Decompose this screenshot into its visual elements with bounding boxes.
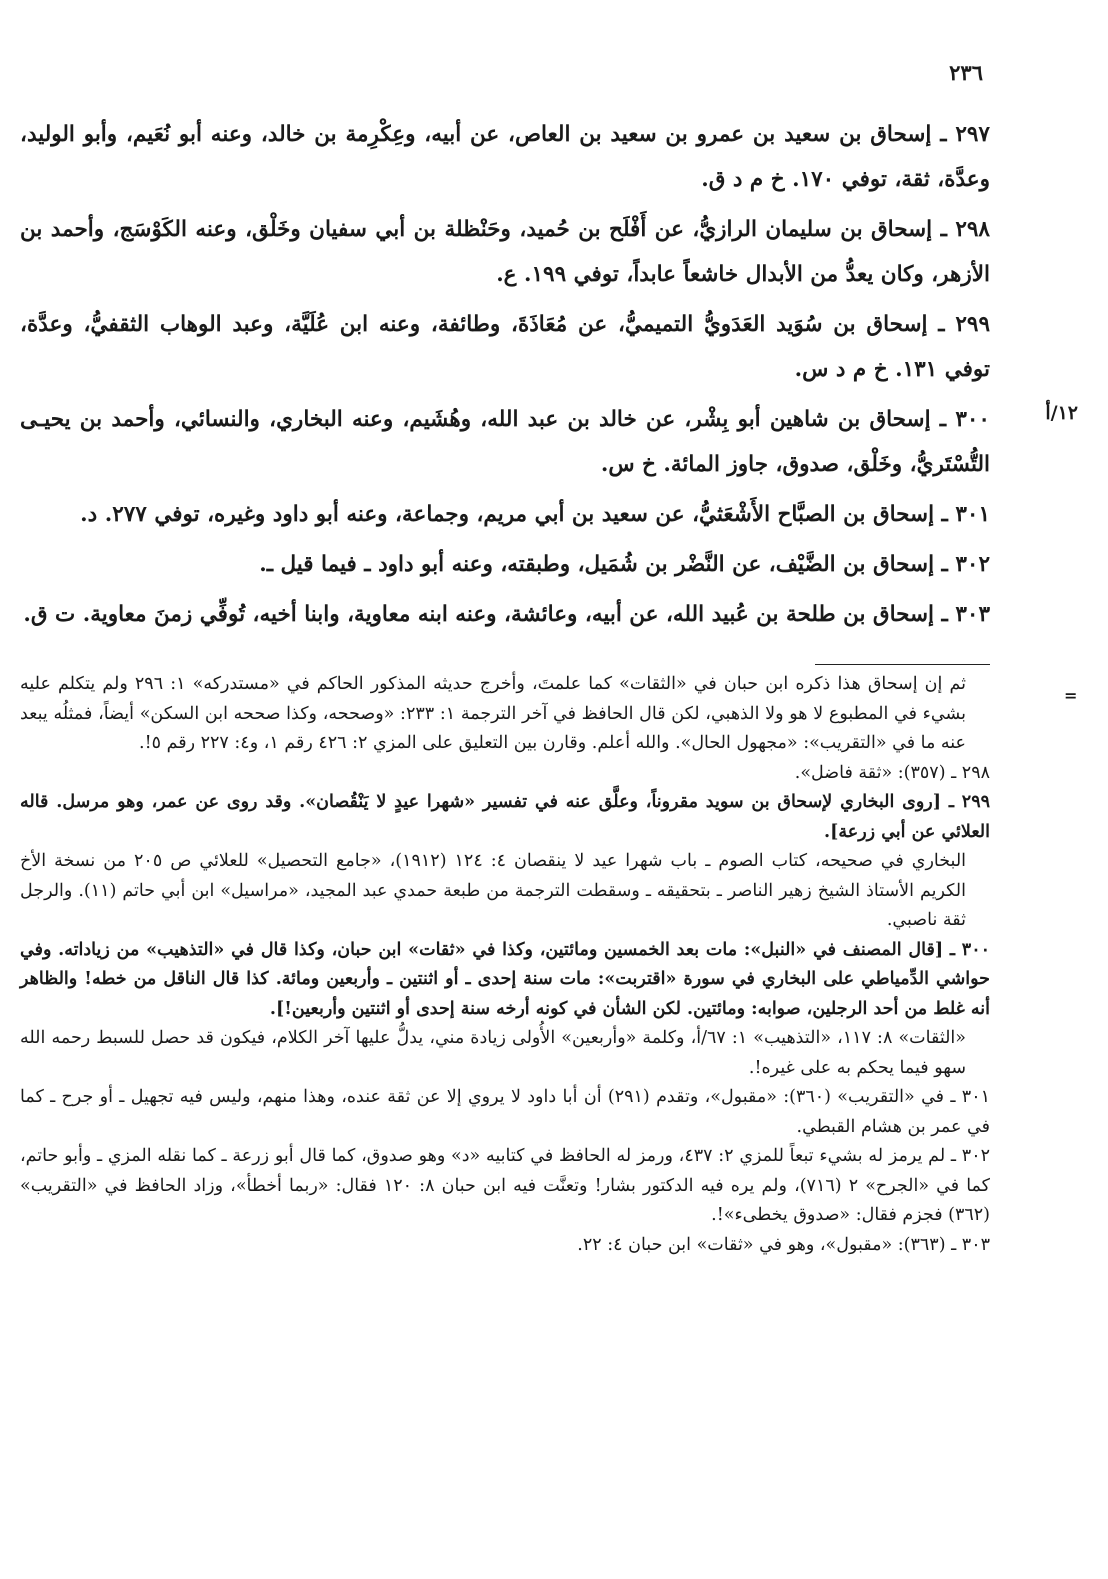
- footnote-continuation: ثم إن إسحاق هذا ذكره ابن حبان في «الثقات» كما علمتَ، وأخرج حديثه المذكور الحاكم في «مستدركه» ١: ٢٩٦ ولم يتكلم عليه بشيء في المطبوع لا هو ولا الذهبي، لكن قال الحافظ في آخر الترجمة ١: ٢٣٣: «وصححه، وكذا صححه ابن السكن» أيضاً، فمثلُه يبعد عنه ما في «التقريب»: «مجهول الحال». والله أعلم. وقارن بين التعليق على المزي ٢: ٤٢٦ رقم ١، و٤: ٢٢٧ رقم ٥!.: [20, 674, 966, 753]
- footnote-continuation-mark: =: [1064, 686, 1078, 705]
- footnote-299-comment: البخاري في صحيحه، كتاب الصوم ـ باب شهرا عيد لا ينقصان ٤: ١٢٤ (١٩١٢)، «جامع التحصيل» للعلائي ص ٢٠٥ من نسخة الأخ الكريم الأستاذ الشيخ زهير الناصر ـ بتحقيقه ـ وسقطت الترجمة من طبعة حمدي عبد المجيد، «مراسيل» ابن أبي حاتم (١١). والرجل ثقة ناصبي.: [20, 851, 967, 930]
- entry-text: إسحاق بن سعيد بن عمرو بن سعيد بن العاص، عن أبيه، وعِكْرِمة بن خالد، وعنه أبو نُعَيم، وأبو الوليد، وعدَّة، ثقة، توفي ١٧٠. خ م د ق.: [20, 122, 990, 192]
- margin-folio-note: ١٢/أ: [1045, 402, 1078, 424]
- footnote-298: ٢٩٨ ـ (٣٥٧): «ثقة فاضل».: [794, 762, 990, 783]
- entry-303: [20, 592, 990, 637]
- entry-298: [20, 207, 990, 297]
- entry-text: إسحاق بن الصبَّاح الأَشْعَثيُّ، عن سعيد بن أبي مريم، وجماعة، وعنه أبو داود وغيره، توفي ٢٧٧. د.: [80, 502, 935, 527]
- entry-number: ٣٠١ ـ: [941, 502, 990, 527]
- footnote-302: ٣٠٢ ـ لم يرمز له بشيء تبعاً للمزي ٢: ٤٣٧، ورمز له الحافظ في كتابيه «د» وهو صدوق، كما قال أبو زرعة ـ كما نقله المزي ـ وأبو حاتم، كما في «الجرح» ٢ (٧١٦)، ولم يره فيه الدكتور بشار! وتعنَّت فيه ابن حبان ٨: ١٢٠ فقال: «ربما أخطأ»، وزاد الحافظ في «التقريب» (٣٦٢) فجزم فقال: «صدوق يخطىء»!.: [20, 1146, 990, 1225]
- entry-number: ٣٠٢ ـ: [941, 552, 990, 577]
- footnote-300-quote: ٣٠٠ ـ [قال المصنف في «النبل»: مات بعد الخمسين ومائتين، وكذا في «ثقات» ابن حبان، وكذا قال في «التذهيب» من زياداته. وفي حواشي الدِّمياطي على البخاري في سورة «اقتربت»: مات سنة إحدى ـ أو اثنتين ـ وأربعين ومائة. كذا قال الناقل من خطه! والظاهر أنه غلط من أحد الرجلين، صوابه: ومائتين. لكن الشأن في كونه أرخه سنة إحدى أو اثنتين وأربعين!].: [20, 939, 990, 1019]
- footnote-303: ٣٠٣ ـ (٣٦٣): «مقبول»، وهو في «ثقات» ابن حبان ٤: ٢٢.: [577, 1234, 990, 1255]
- entry-302: [20, 542, 990, 587]
- entry-297: [20, 112, 990, 202]
- footnote-299-quote: ٢٩٩ ـ [روى البخاري لإسحاق بن سويد مقروناً، وعلَّق عنه في تفسير «شهرا عيدٍ لا يَنْقُصان». وقد روى عن عمر، وهو مرسل. قاله العلائي عن أبي زرعة].: [20, 792, 990, 842]
- footnote-divider: [815, 664, 990, 665]
- footnote-300-comment: «الثقات» ٨: ١١٧، «التذهيب» ١: ٦٧/أ، وكلمة «وأربعين» الأُولى زيادة مني، يدلُّ عليها آخر الكلام، فيكون قد حصل للسبط رحمه الله سهو فيما يحكم به على غيره!.: [20, 1028, 966, 1078]
- page-number: ٢٣٦: [949, 60, 983, 85]
- entry-number: ٢٩٧ ـ: [940, 122, 990, 147]
- footnotes: [20, 670, 990, 1260]
- entry-number: ٢٩٨ ـ: [940, 217, 990, 242]
- entry-300: [20, 397, 990, 487]
- entry-text: إسحاق بن سليمان الرازيُّ، عن أَفْلَح بن حُميد، وحَنْظلة بن أبي سفيان وخَلْق، وعنه الكَوْسَج، وأحمد بن الأزهر، وكان يعدُّ من الأبدال خاشعاً عابداً، توفي ١٩٩. ع.: [20, 217, 990, 287]
- entry-number: ٢٩٩ ـ: [938, 312, 990, 337]
- entry-text: إسحاق بن شاهين أبو بِشْر، عن خالد بن عبد الله، وهُشَيم، وعنه البخاري، والنسائي، وأحمد بن يحيـى التُّسْتَريُّ، وخَلْق، صدوق، جاوز المائة. خ س.: [20, 407, 990, 477]
- entry-text: إسحاق بن طلحة بن عُبيد الله، عن أبيه، وعائشة، وعنه ابنه معاوية، وابنا أخيه، تُوفِّي زمنَ معاوية. ت ق.: [23, 602, 935, 627]
- entry-number: ٣٠٣ ـ: [941, 602, 990, 627]
- entry-text: إسحاق بن سُوَيد العَدَويُّ التميميُّ، عن مُعَاذَةَ، وطائفة، وعنه ابن عُلَيَّة، وعبد الوهاب الثقفيُّ، وعدَّة، توفي ١٣١. خ م د س.: [20, 312, 990, 382]
- entry-number: ٣٠٠ ـ: [939, 407, 990, 432]
- entry-text: إسحاق بن الضَّيْف، عن النَّضْر بن شُمَيل، وطبقته، وعنه أبو داود ـ فيما قيل ـ.: [259, 552, 935, 577]
- biography-entries: [20, 112, 990, 642]
- footnote-301: ٣٠١ ـ في «التقريب» (٣٦٠): «مقبول»، وتقدم (٢٩١) أن أبا داود لا يروي إلا عن ثقة عنده، وهذا منهم، وليس فيه تجهيل ـ أو جرح ـ كما في عمر بن هشام القبطي.: [20, 1087, 990, 1137]
- entry-301: [20, 492, 990, 537]
- entry-299: [20, 302, 990, 392]
